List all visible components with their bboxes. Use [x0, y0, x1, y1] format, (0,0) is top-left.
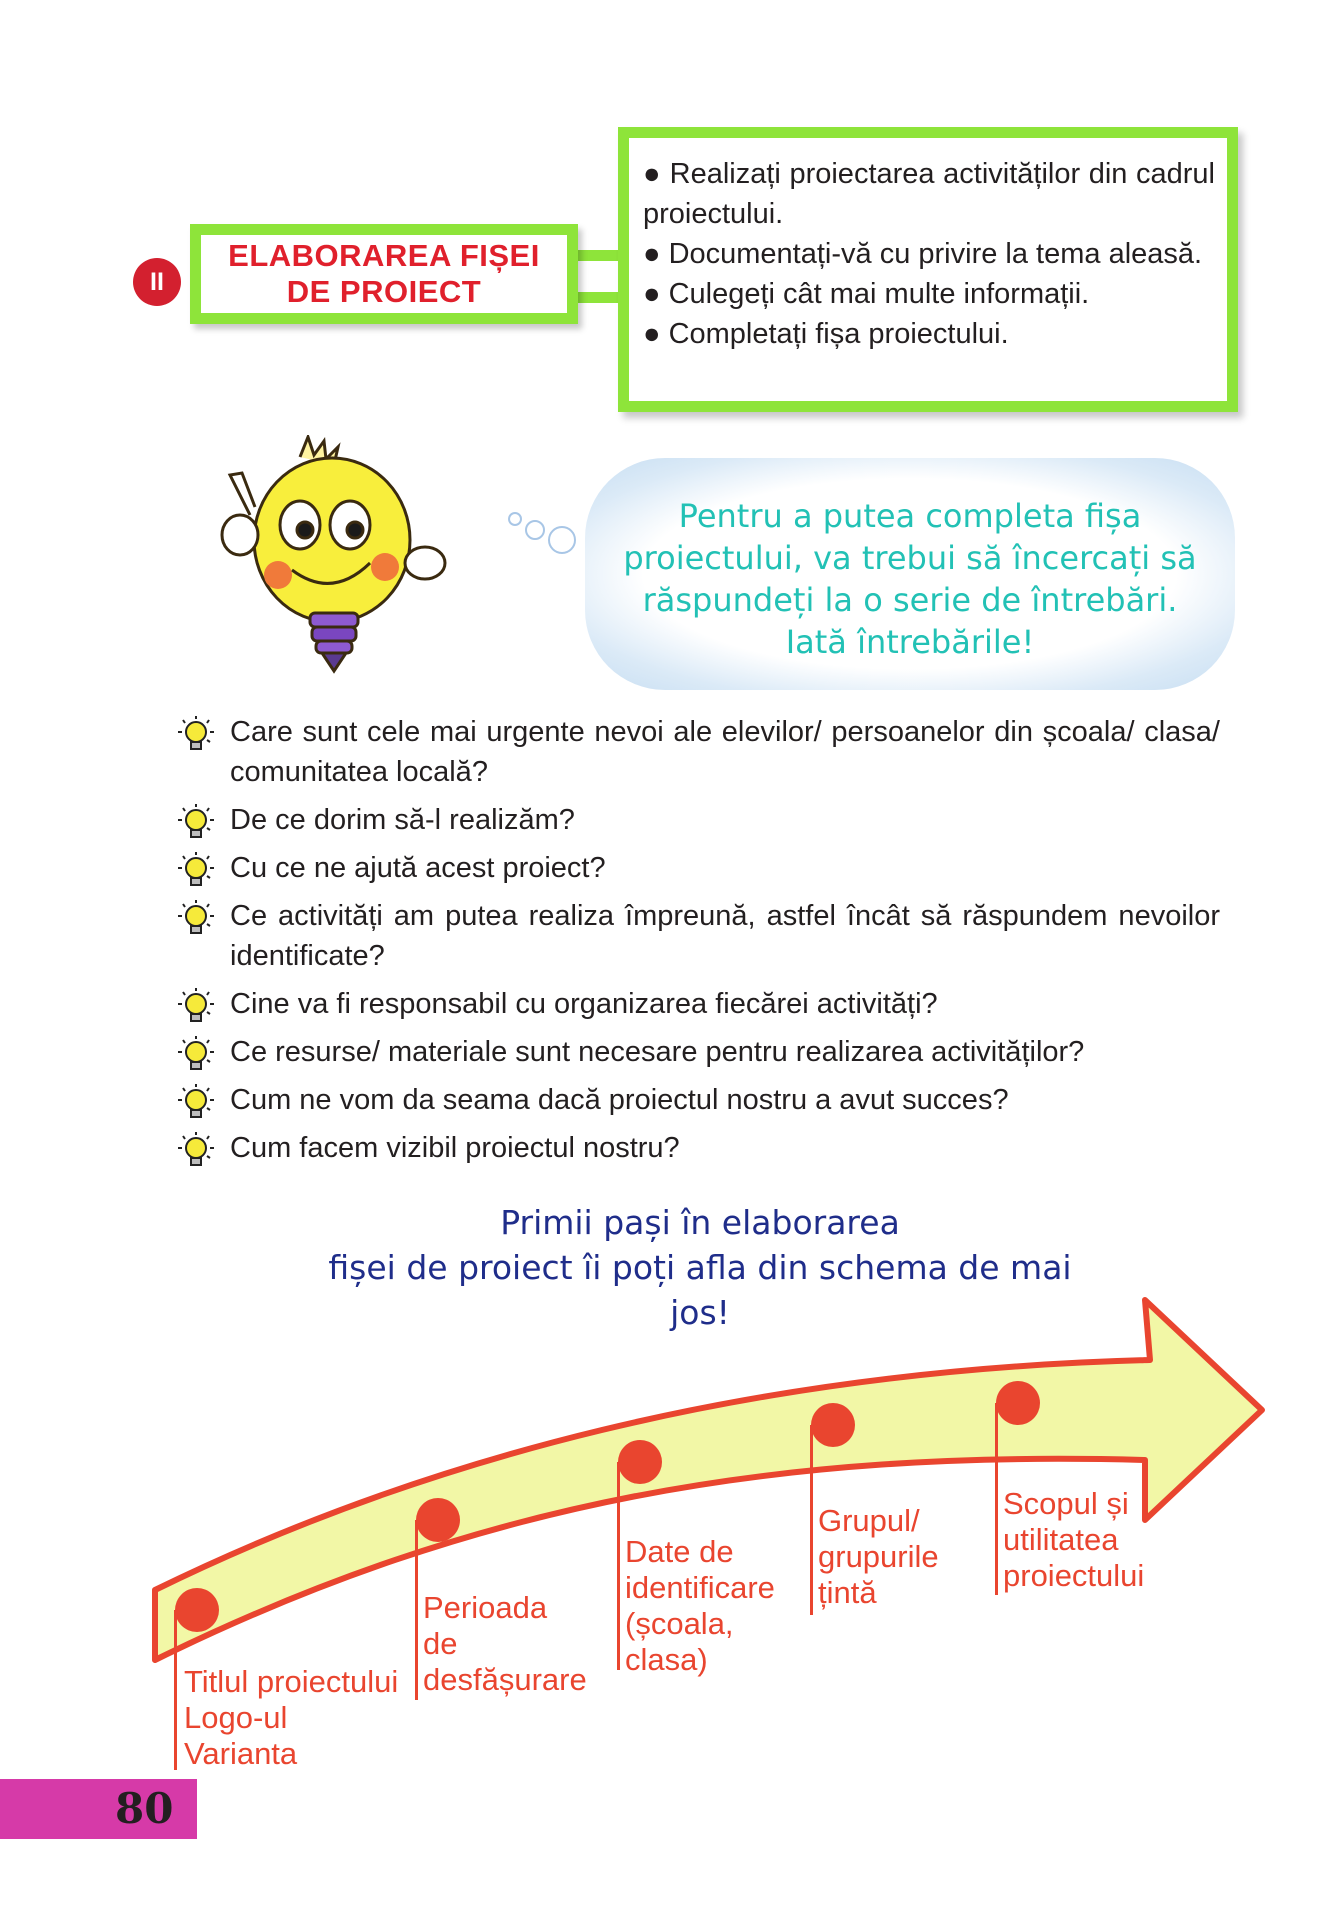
- timeline-label: [184, 1664, 398, 1772]
- timeline-label: [818, 1503, 939, 1611]
- lightbulb-icon: [178, 1082, 220, 1124]
- timeline-label-line: (școala,: [625, 1606, 734, 1641]
- timeline-stem: [174, 1610, 177, 1770]
- lightbulb-character-icon: [210, 435, 470, 680]
- cloud-line: proiectului, va trebui să încercați să: [623, 539, 1197, 577]
- question-item: Cu ce ne ajută acest proiect?: [230, 852, 606, 884]
- timeline-label-line: utilitatea: [1003, 1522, 1119, 1557]
- timeline-label-line: Grupul/: [818, 1503, 920, 1538]
- cloud-line: răspundeți la o serie de întrebări.: [642, 581, 1178, 619]
- lightbulb-icon: [178, 986, 220, 1028]
- timeline-label: [625, 1534, 775, 1678]
- instruction-item: ● Realizați proiectarea activităților din cadrul proiectului.: [643, 158, 1215, 230]
- question-item: Ce resurse/ materiale sunt necesare pentru realizarea activităților?: [230, 1036, 1085, 1068]
- thought-dot: [548, 526, 576, 554]
- timeline-label-line: Titlul proiectului: [184, 1664, 399, 1699]
- timeline-label-line: Date de: [625, 1534, 734, 1569]
- timeline-stem: [415, 1520, 418, 1700]
- timeline-dot: [996, 1381, 1040, 1425]
- timeline-label-line: țintă: [818, 1575, 877, 1610]
- timeline-label-line: Varianta: [184, 1736, 298, 1771]
- speech-cloud-text: [600, 495, 1220, 663]
- timeline-label-line: desfășurare: [423, 1662, 587, 1697]
- question-item: Cine va fi responsabil cu organizarea fiecărei activități?: [230, 988, 938, 1020]
- question-item: De ce dorim să-l realizăm?: [230, 804, 575, 836]
- section-title-line1: ELABORAREA FIȘEI: [228, 238, 540, 273]
- timeline-dot: [618, 1440, 662, 1484]
- instruction-item: ● Completați fișa proiectului.: [643, 318, 1009, 350]
- timeline-dot: [416, 1498, 460, 1542]
- lightbulb-icon: [178, 1034, 220, 1076]
- timeline-label-line: clasa): [625, 1642, 708, 1677]
- timeline-label-line: de: [423, 1626, 458, 1661]
- subtitle-line2: fișei de proiect îi poți afla din schema de mai jos!: [328, 1248, 1072, 1332]
- lightbulb-icon: [178, 898, 220, 940]
- section-title-box: [190, 224, 578, 324]
- timeline-label: [423, 1590, 587, 1698]
- timeline-stem: [995, 1403, 998, 1595]
- section-title: [228, 238, 540, 310]
- question-item: Cum ne vom da seama dacă proiectul nostru a avut succes?: [230, 1084, 1009, 1116]
- instructions-box: [618, 127, 1238, 412]
- lightbulb-icon: [178, 850, 220, 892]
- cloud-line: Pentru a putea completa fișa: [678, 497, 1142, 535]
- thought-dot: [525, 520, 545, 540]
- section-title-line2: DE PROIECT: [286, 274, 482, 309]
- lightbulb-icon: [178, 802, 220, 844]
- timeline-label: [1003, 1486, 1144, 1594]
- cloud-line: Iată întrebările!: [785, 623, 1035, 661]
- question-item: Ce activități am putea realiza împreună, astfel încât să răspundem nevoilor identificate?: [230, 900, 1220, 972]
- timeline-dot: [811, 1403, 855, 1447]
- thought-dot: [508, 512, 522, 526]
- subtitle-line1: Primii pași în elaborarea: [500, 1203, 900, 1242]
- question-item: Care sunt cele mai urgente nevoi ale elevilor/ persoanelor din școala/ clasa/ comunitatea locală?: [230, 716, 1220, 788]
- timeline-dot: [175, 1588, 219, 1632]
- lightbulb-icon: [178, 1130, 220, 1172]
- timeline-stem: [810, 1425, 813, 1615]
- instruction-item: ● Documentați-vă cu privire la tema aleasă.: [643, 238, 1203, 270]
- page-number: 80: [115, 1784, 174, 1833]
- section-number-badge: II: [133, 258, 181, 306]
- timeline-label-line: Perioada: [423, 1590, 548, 1625]
- lightbulb-icon: [178, 714, 220, 756]
- instruction-item: ● Culegeți cât mai multe informații.: [643, 278, 1090, 310]
- timeline-label-line: grupurile: [818, 1539, 939, 1574]
- timeline-label-line: Logo-ul: [184, 1700, 288, 1735]
- timeline-stem: [617, 1462, 620, 1670]
- question-item: Cum facem vizibil proiectul nostru?: [230, 1132, 680, 1164]
- timeline-label-line: identificare: [625, 1570, 775, 1605]
- timeline-label-line: Scopul și: [1003, 1486, 1129, 1521]
- timeline-label-line: proiectului: [1003, 1558, 1145, 1593]
